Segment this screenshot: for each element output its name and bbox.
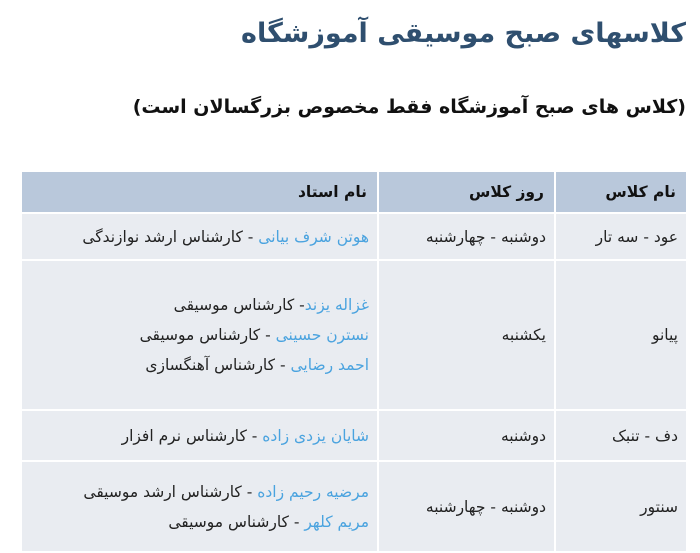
page-subtitle: (کلاس های صبح آموزشگاه فقط مخصوص بزرگسالان است) bbox=[132, 96, 686, 118]
teacher-title: - کارشناس نرم افزار bbox=[121, 426, 263, 445]
teacher-name-link[interactable]: نسترن حسینی bbox=[275, 326, 369, 344]
cell-teachers bbox=[22, 462, 377, 551]
teacher-title: - کارشناس موسیقی bbox=[168, 512, 305, 531]
cell-class-day: دوشنبه bbox=[379, 411, 554, 460]
header-class-name: نام کلاس bbox=[556, 172, 686, 212]
cell-teachers bbox=[22, 411, 377, 460]
header-teacher: نام استاد bbox=[22, 172, 377, 212]
teacher-line bbox=[30, 421, 369, 451]
teacher-line bbox=[30, 507, 369, 537]
cell-class-day: دوشنبه - چهارشنبه bbox=[379, 462, 554, 551]
teacher-title: - کارشناس ارشد موسیقی bbox=[83, 482, 258, 501]
teacher-line bbox=[30, 222, 369, 252]
header-class-day: روز کلاس bbox=[379, 172, 554, 212]
teacher-title: - کارشناس موسیقی bbox=[139, 326, 276, 344]
teacher-line bbox=[30, 350, 369, 380]
cell-class-day: دوشنبه - چهارشنبه bbox=[379, 214, 554, 259]
cell-teachers bbox=[22, 261, 377, 409]
teacher-name-link[interactable]: مرضیه رحیم زاده bbox=[257, 482, 369, 501]
teacher-title: - کارشناس موسیقی bbox=[173, 296, 305, 314]
teacher-title: - کارشناس آهنگسازی bbox=[145, 356, 291, 374]
teacher-name-link[interactable]: مریم کلهر bbox=[304, 512, 369, 531]
cell-class-day: یکشنبه bbox=[379, 261, 554, 409]
teacher-title: - کارشناس ارشد نوازندگی bbox=[82, 227, 259, 246]
class-schedule-table bbox=[20, 170, 688, 553]
teacher-name-link[interactable]: غزاله یزند bbox=[304, 296, 369, 314]
page-title: کلاسهای صبح موسیقی آموزشگاه bbox=[241, 18, 686, 49]
teacher-name-link[interactable]: احمد رضایی bbox=[290, 356, 369, 374]
teacher-line bbox=[30, 320, 369, 350]
teacher-name-link[interactable]: شایان یزدی زاده bbox=[262, 426, 369, 445]
table-row bbox=[22, 261, 686, 409]
table-row bbox=[22, 411, 686, 460]
cell-class-name: پیانو bbox=[556, 261, 686, 409]
table-row bbox=[22, 462, 686, 551]
cell-teachers bbox=[22, 214, 377, 259]
table-header-row bbox=[22, 172, 686, 212]
table-row bbox=[22, 214, 686, 259]
cell-class-name: عود - سه تار bbox=[556, 214, 686, 259]
teacher-name-link[interactable]: هوتن شرف بیانی bbox=[258, 227, 369, 246]
teacher-line bbox=[30, 290, 369, 320]
cell-class-name: دف - تنبک bbox=[556, 411, 686, 460]
teacher-line bbox=[30, 477, 369, 507]
cell-class-name: سنتور bbox=[556, 462, 686, 551]
